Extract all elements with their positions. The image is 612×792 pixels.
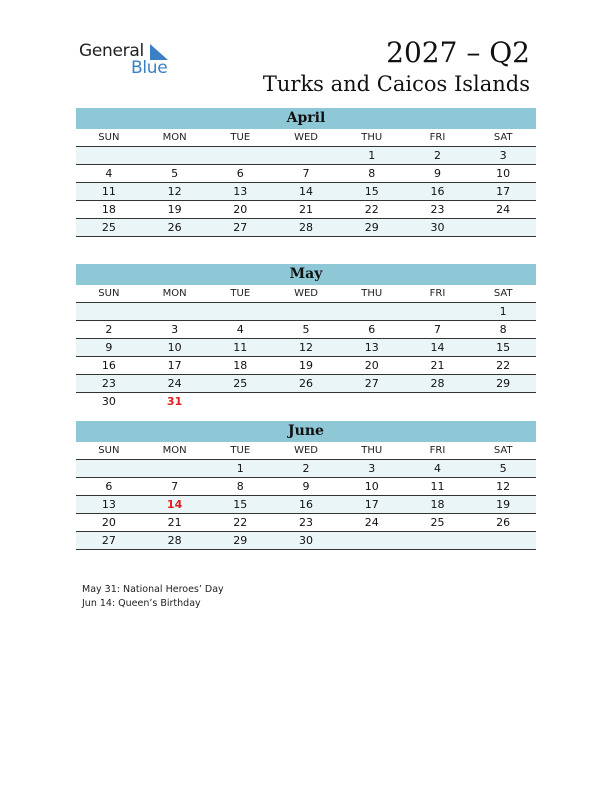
weekday-header-row bbox=[76, 442, 536, 460]
week-row bbox=[76, 339, 536, 357]
day-cell: 13 bbox=[233, 185, 248, 198]
day-cell: 23 bbox=[299, 516, 314, 529]
day-cell: 3 bbox=[368, 462, 376, 475]
day-cell bbox=[76, 460, 142, 477]
week-row bbox=[76, 147, 536, 165]
weekday-label: WED bbox=[294, 288, 318, 299]
weekday-label: FRI bbox=[429, 445, 446, 456]
day-cell bbox=[405, 393, 471, 410]
day-cell: 5 bbox=[171, 167, 179, 180]
day-cell: 4 bbox=[105, 167, 113, 180]
weekday-label: MON bbox=[162, 132, 187, 143]
day-cell: 15 bbox=[233, 498, 248, 511]
day-cell bbox=[339, 532, 405, 549]
logo-text-general: General bbox=[79, 41, 144, 61]
weekday-header-row bbox=[76, 285, 536, 303]
day-cell: 13 bbox=[101, 498, 116, 511]
day-cell: 20 bbox=[101, 516, 116, 529]
month-title: June bbox=[76, 421, 536, 442]
weekday-label: TUE bbox=[230, 132, 251, 143]
day-cell: 24 bbox=[364, 516, 379, 529]
logo-text-blue: Blue bbox=[131, 58, 168, 78]
weekday-label: FRI bbox=[429, 132, 446, 143]
week-row bbox=[76, 460, 536, 478]
weekday-label: SUN bbox=[98, 132, 120, 143]
day-cell bbox=[339, 303, 405, 320]
day-cell: 21 bbox=[430, 359, 445, 372]
day-cell bbox=[470, 393, 536, 410]
day-cell: 8 bbox=[236, 480, 244, 493]
day-cell bbox=[207, 147, 273, 164]
weekday-label: WED bbox=[294, 132, 318, 143]
day-cell bbox=[339, 393, 405, 410]
day-cell: 29 bbox=[233, 534, 248, 547]
weekday-label: SAT bbox=[493, 132, 513, 143]
day-cell: 25 bbox=[430, 516, 445, 529]
day-cell bbox=[405, 303, 471, 320]
week-row bbox=[76, 165, 536, 183]
day-cell: 27 bbox=[101, 534, 116, 547]
month-calendar-april bbox=[76, 108, 536, 237]
day-cell: 5 bbox=[302, 323, 310, 336]
day-cell: 14 bbox=[299, 185, 314, 198]
day-cell: 3 bbox=[171, 323, 179, 336]
day-cell: 24 bbox=[167, 377, 182, 390]
day-cell: 26 bbox=[167, 221, 182, 234]
day-cell: 11 bbox=[430, 480, 445, 493]
week-row bbox=[76, 321, 536, 339]
weekday-label: SAT bbox=[493, 445, 513, 456]
day-cell: 1 bbox=[368, 149, 376, 162]
day-cell: 15 bbox=[496, 341, 511, 354]
day-cell: 19 bbox=[299, 359, 314, 372]
day-cell: 23 bbox=[101, 377, 116, 390]
day-cell: 8 bbox=[368, 167, 376, 180]
day-cell: 28 bbox=[299, 221, 314, 234]
week-row bbox=[76, 201, 536, 219]
day-cell: 22 bbox=[233, 516, 248, 529]
day-cell: 19 bbox=[167, 203, 182, 216]
day-cell: 13 bbox=[364, 341, 379, 354]
day-cell: 29 bbox=[496, 377, 511, 390]
month-calendar-june bbox=[76, 421, 536, 550]
day-cell: 25 bbox=[101, 221, 116, 234]
day-cell bbox=[470, 532, 536, 549]
week-row bbox=[76, 514, 536, 532]
day-cell bbox=[470, 219, 536, 236]
week-row bbox=[76, 183, 536, 201]
day-cell: 2 bbox=[433, 149, 441, 162]
weekday-label: TUE bbox=[230, 445, 251, 456]
day-cell: 9 bbox=[105, 341, 113, 354]
day-cell: 28 bbox=[167, 534, 182, 547]
day-cell: 6 bbox=[105, 480, 113, 493]
day-cell: 4 bbox=[433, 462, 441, 475]
day-cell: 8 bbox=[499, 323, 507, 336]
day-cell: 17 bbox=[364, 498, 379, 511]
day-cell: 21 bbox=[167, 516, 182, 529]
day-cell bbox=[76, 303, 142, 320]
day-cell: 30 bbox=[299, 534, 314, 547]
day-cell: 18 bbox=[430, 498, 445, 511]
week-row bbox=[76, 303, 536, 321]
day-cell: 16 bbox=[430, 185, 445, 198]
holiday-day-cell: 14 bbox=[166, 498, 183, 511]
weekday-label: SUN bbox=[98, 288, 120, 299]
day-cell: 17 bbox=[167, 359, 182, 372]
day-cell: 10 bbox=[364, 480, 379, 493]
week-row bbox=[76, 478, 536, 496]
day-cell: 30 bbox=[101, 395, 116, 408]
day-cell bbox=[405, 532, 471, 549]
day-cell: 7 bbox=[171, 480, 179, 493]
week-row bbox=[76, 357, 536, 375]
day-cell: 19 bbox=[496, 498, 511, 511]
month-calendar-may bbox=[76, 264, 536, 410]
week-row bbox=[76, 496, 536, 514]
day-cell: 10 bbox=[496, 167, 511, 180]
holiday-note: May 31: National Heroes’ Day bbox=[82, 584, 224, 595]
day-cell: 20 bbox=[233, 203, 248, 216]
day-cell: 14 bbox=[430, 341, 445, 354]
day-cell: 12 bbox=[496, 480, 511, 493]
day-cell: 23 bbox=[430, 203, 445, 216]
weekday-label: SUN bbox=[98, 445, 120, 456]
day-cell: 26 bbox=[299, 377, 314, 390]
holiday-note: Jun 14: Queen’s Birthday bbox=[82, 598, 201, 609]
week-row bbox=[76, 219, 536, 237]
day-cell: 7 bbox=[302, 167, 310, 180]
day-cell: 2 bbox=[105, 323, 113, 336]
day-cell: 9 bbox=[302, 480, 310, 493]
day-cell: 6 bbox=[236, 167, 244, 180]
day-cell: 11 bbox=[101, 185, 116, 198]
day-cell: 3 bbox=[499, 149, 507, 162]
weekday-label: TUE bbox=[230, 288, 251, 299]
day-cell: 2 bbox=[302, 462, 310, 475]
day-cell: 28 bbox=[430, 377, 445, 390]
day-cell: 29 bbox=[364, 221, 379, 234]
weekday-label: WED bbox=[294, 445, 318, 456]
month-title: April bbox=[76, 108, 536, 129]
weekday-label: MON bbox=[162, 445, 187, 456]
day-cell: 4 bbox=[236, 323, 244, 336]
day-cell: 18 bbox=[101, 203, 116, 216]
day-cell: 11 bbox=[233, 341, 248, 354]
day-cell: 12 bbox=[167, 185, 182, 198]
day-cell bbox=[142, 460, 208, 477]
day-cell: 1 bbox=[236, 462, 244, 475]
weekday-label: MON bbox=[162, 288, 187, 299]
day-cell: 25 bbox=[233, 377, 248, 390]
weekday-label: THU bbox=[361, 288, 383, 299]
day-cell: 24 bbox=[496, 203, 511, 216]
day-cell: 18 bbox=[233, 359, 248, 372]
week-row bbox=[76, 375, 536, 393]
weekday-label: SAT bbox=[493, 288, 513, 299]
weekday-label: THU bbox=[361, 132, 383, 143]
day-cell: 5 bbox=[499, 462, 507, 475]
day-cell: 16 bbox=[299, 498, 314, 511]
day-cell: 21 bbox=[299, 203, 314, 216]
day-cell: 15 bbox=[364, 185, 379, 198]
day-cell: 1 bbox=[499, 305, 507, 318]
day-cell: 27 bbox=[233, 221, 248, 234]
day-cell bbox=[273, 393, 339, 410]
week-row bbox=[76, 532, 536, 550]
day-cell: 10 bbox=[167, 341, 182, 354]
day-cell bbox=[273, 303, 339, 320]
generalblue-logo bbox=[79, 41, 189, 81]
weekday-header-row bbox=[76, 129, 536, 147]
day-cell bbox=[207, 303, 273, 320]
holiday-notes bbox=[82, 583, 224, 611]
weekday-label: FRI bbox=[429, 288, 446, 299]
page-subtitle-country: Turks and Caicos Islands bbox=[262, 72, 530, 96]
day-cell bbox=[142, 303, 208, 320]
day-cell: 7 bbox=[433, 323, 441, 336]
month-title: May bbox=[76, 264, 536, 285]
week-row bbox=[76, 393, 536, 410]
day-cell: 22 bbox=[496, 359, 511, 372]
day-cell: 9 bbox=[433, 167, 441, 180]
day-cell: 17 bbox=[496, 185, 511, 198]
day-cell: 20 bbox=[364, 359, 379, 372]
weekday-label: THU bbox=[361, 445, 383, 456]
day-cell bbox=[76, 147, 142, 164]
day-cell: 30 bbox=[430, 221, 445, 234]
day-cell: 16 bbox=[101, 359, 116, 372]
day-cell bbox=[273, 147, 339, 164]
day-cell: 27 bbox=[364, 377, 379, 390]
day-cell: 6 bbox=[368, 323, 376, 336]
day-cell bbox=[142, 147, 208, 164]
day-cell: 22 bbox=[364, 203, 379, 216]
page-title-year-quarter: 2027 – Q2 bbox=[386, 36, 530, 69]
day-cell bbox=[207, 393, 273, 410]
day-cell: 26 bbox=[496, 516, 511, 529]
day-cell: 12 bbox=[299, 341, 314, 354]
holiday-day-cell: 31 bbox=[166, 395, 183, 408]
